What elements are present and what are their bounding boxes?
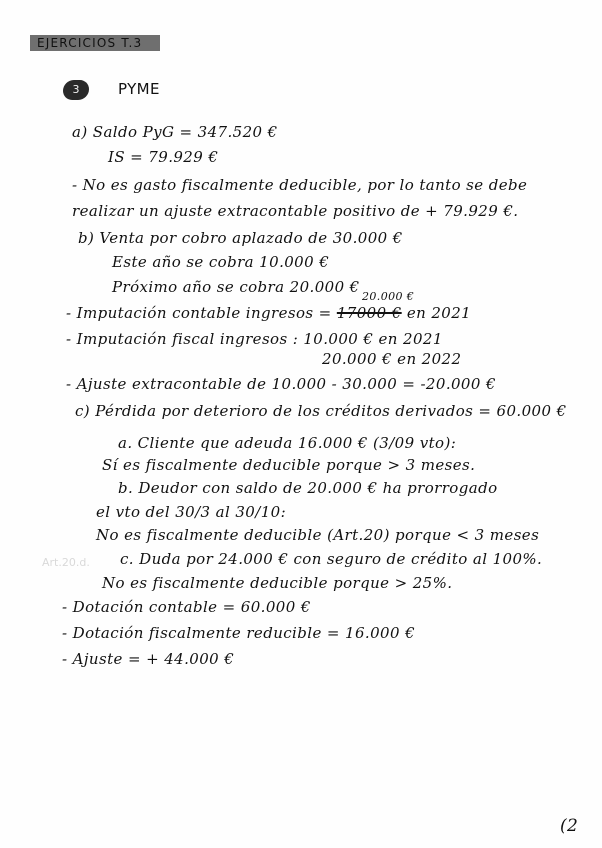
part-b-next-year: Próximo año se cobra 20.000 € (112, 278, 360, 296)
margin-note: Art.20.d. (42, 556, 90, 569)
ajuste-total: - Ajuste = + 44.000 € (62, 650, 235, 668)
header-label: EJERCICIOS T.3 (30, 35, 160, 51)
part-a-heading: a) Saldo PyG = 347.520 € (72, 123, 278, 141)
part-b-accounting-suffix: en 2021 (401, 304, 472, 322)
part-b-fiscal-line1: - Imputación fiscal ingresos : 10.000 € en 2021 (66, 330, 443, 348)
dotacion-fiscal: - Dotación fiscalmente reducible = 16.000 € (62, 624, 416, 642)
part-c-item-a-line1: a. Cliente que adeuda 16.000 € (3/09 vto): (118, 434, 457, 452)
part-b-heading: b) Venta por cobro aplazado de 30.000 € (78, 229, 403, 247)
exercise-title: PYME (118, 80, 160, 98)
part-b-accounting-prefix: - Imputación contable ingresos = (66, 304, 337, 322)
part-b-correction: 20.000 € (362, 290, 415, 303)
part-b-accounting-struck: 17000 € (336, 304, 402, 322)
part-b-adjustment: - Ajuste extracontable de 10.000 - 30.000 = -20.000 € (66, 375, 496, 393)
part-b-accounting-line (66, 306, 471, 321)
part-b-this-year: Este año se cobra 10.000 € (112, 253, 330, 271)
page-number: (2 (560, 816, 579, 836)
dotacion-contable: - Dotación contable = 60.000 € (62, 598, 311, 616)
exercise-number-badge: 3 (63, 80, 89, 100)
part-c-item-c-line2: No es fiscalmente deducible porque > 25%. (102, 574, 453, 592)
part-c-item-b-line1: b. Deudor con saldo de 20.000 € ha prorrogado (118, 479, 498, 497)
part-c-item-c-line1: c. Duda por 24.000 € con seguro de crédito al 100%. (120, 550, 543, 568)
part-c-item-b-line3: No es fiscalmente deducible (Art.20) porque < 3 meses (96, 526, 540, 544)
part-a-tax: IS = 79.929 € (108, 148, 219, 166)
part-c-item-b-line2: el vto del 30/3 al 30/10: (96, 503, 287, 521)
part-a-note-line2: realizar un ajuste extracontable positivo de + 79.929 €. (72, 202, 519, 220)
part-c-heading: c) Pérdida por deterioro de los créditos derivados = 60.000 € (75, 402, 567, 420)
part-c-item-a-line2: Sí es fiscalmente deducible porque > 3 meses. (102, 456, 476, 474)
part-a-note-line1: - No es gasto fiscalmente deducible, por lo tanto se debe (72, 176, 528, 194)
part-b-fiscal-line2: 20.000 € en 2022 (322, 350, 462, 368)
